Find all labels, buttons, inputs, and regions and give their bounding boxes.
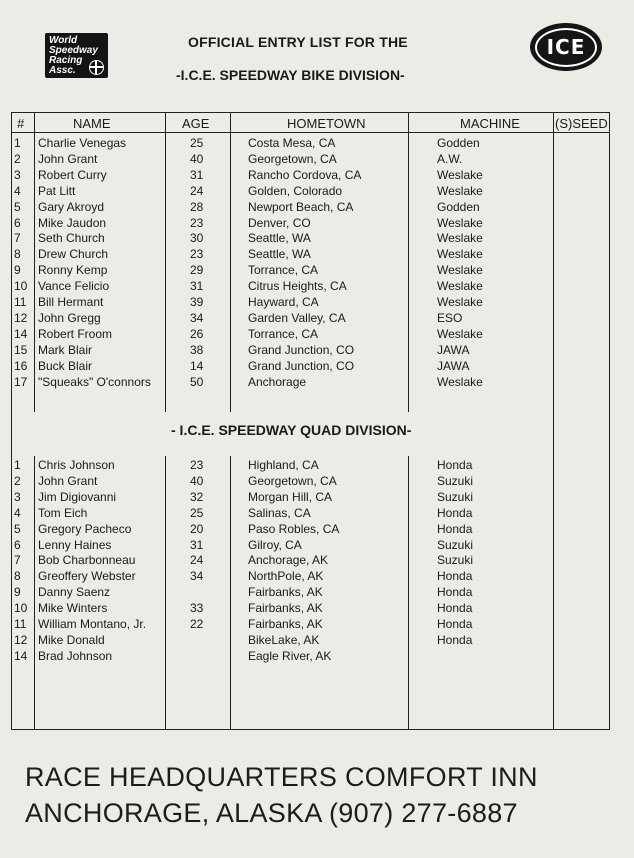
entry-hometown: Torrance, CA (248, 263, 319, 278)
entry-number: 5 (14, 521, 21, 536)
entry-machine: Weslake (437, 231, 483, 246)
table-row (0, 216, 634, 232)
entry-hometown: Fairbanks, AK (248, 601, 323, 616)
entry-number: 3 (14, 167, 21, 182)
entry-hometown: Seattle, WA (248, 231, 311, 246)
entry-number: 15 (14, 342, 28, 357)
entry-number: 14 (14, 326, 28, 341)
column-header: (S)SEED (555, 116, 608, 131)
entry-number: 8 (14, 569, 21, 584)
entry-name: Danny Saenz (38, 585, 111, 600)
table-row (0, 617, 634, 633)
entry-machine: Honda (437, 521, 473, 536)
entry-name: Robert Froom (38, 326, 113, 341)
table-row (0, 538, 634, 554)
entry-age: 30 (190, 231, 204, 246)
table-row (0, 327, 634, 343)
entry-age: 26 (190, 326, 204, 341)
entry-hometown: Anchorage, AK (248, 553, 329, 568)
ice-logo (530, 23, 602, 71)
logo-line: World (49, 35, 78, 46)
entry-hometown: Seattle, WA (248, 247, 311, 262)
entry-age: 23 (190, 247, 204, 262)
entry-machine: A.W. (437, 151, 463, 166)
table-row (0, 247, 634, 263)
wsra-logo (45, 33, 108, 78)
entry-machine: Suzuki (437, 489, 474, 504)
entry-name: Drew Church (38, 247, 109, 262)
entry-machine: Godden (437, 199, 480, 214)
entry-age: 31 (190, 279, 204, 294)
entry-name: Ronny Kemp (38, 263, 108, 278)
page-subtitle: -I.C.E. SPEEDWAY BIKE DIVISION- (176, 67, 405, 83)
entry-machine: Honda (437, 632, 473, 647)
table-row (0, 458, 634, 474)
entry-number: 2 (14, 151, 21, 166)
table-row (0, 553, 634, 569)
ice-logo-text: ICE (535, 28, 597, 67)
column-header: # (17, 116, 25, 131)
entry-machine: Weslake (437, 374, 483, 389)
entry-name: Buck Blair (38, 358, 93, 373)
entry-number: 5 (14, 199, 21, 214)
entry-machine: Weslake (437, 167, 483, 182)
table-row (0, 231, 634, 247)
column-header: NAME (73, 116, 111, 131)
entry-age: 40 (190, 473, 204, 488)
entry-age: 23 (190, 215, 204, 230)
table-row (0, 295, 634, 311)
entry-hometown: Grand Junction, CO (248, 342, 355, 357)
quad-division-title: - I.C.E. SPEEDWAY QUAD DIVISION- (171, 422, 412, 438)
entry-hometown: Denver, CO (248, 215, 311, 230)
entry-number: 6 (14, 215, 21, 230)
entry-name: William Montano, Jr. (38, 617, 147, 631)
entry-number: 4 (14, 505, 21, 520)
entry-age: 50 (190, 374, 204, 389)
entry-number: 17 (14, 374, 28, 389)
table-row (0, 585, 634, 601)
entry-name: Pat Litt (38, 183, 76, 198)
entry-hometown: Paso Robles, CA (248, 521, 340, 536)
entry-number: 3 (14, 489, 21, 504)
entry-machine: Weslake (437, 247, 483, 262)
entry-name: Bob Charbonneau (38, 553, 136, 568)
entry-name: Robert Curry (38, 167, 107, 182)
entry-machine: Suzuki (437, 473, 474, 488)
entry-number: 1 (14, 136, 21, 150)
entry-hometown: Georgetown, CA (248, 151, 337, 166)
logo-line: Racing (49, 55, 83, 66)
table-row (0, 490, 634, 506)
entry-age: 31 (190, 167, 204, 182)
table-row (0, 136, 634, 152)
table-row (0, 152, 634, 168)
table-row (0, 343, 634, 359)
footer-line-2: ANCHORAGE, ALASKA (907) 277-6887 (25, 798, 518, 828)
entry-age: 39 (190, 295, 204, 309)
entry-number: 14 (14, 648, 28, 663)
entry-machine: JAWA (437, 358, 470, 373)
entry-number: 4 (14, 183, 21, 198)
entry-number: 10 (14, 279, 28, 294)
entry-hometown: Fairbanks, AK (248, 585, 323, 600)
entry-hometown: Hayward, CA (248, 295, 319, 309)
table-row (0, 474, 634, 490)
table-row (0, 184, 634, 200)
entry-machine: Godden (437, 136, 480, 150)
table-row (0, 200, 634, 216)
entry-name: Mike Winters (38, 601, 108, 616)
table-row (0, 311, 634, 327)
entry-machine: Honda (437, 585, 473, 600)
entry-hometown: Anchorage (248, 374, 307, 389)
entry-number: 7 (14, 553, 21, 568)
footer-line-1: RACE HEADQUARTERS COMFORT INN (25, 762, 538, 792)
entry-hometown: Gilroy, CA (248, 537, 302, 552)
entry-age: 34 (190, 310, 204, 325)
entry-age: 22 (190, 617, 204, 631)
entry-hometown: Fairbanks, AK (248, 617, 323, 631)
entry-machine: Weslake (437, 183, 483, 198)
entry-age: 32 (190, 489, 204, 504)
entry-name: Bill Hermant (38, 295, 104, 309)
entry-machine: Weslake (437, 326, 483, 341)
entry-name: Gary Akroyd (38, 199, 105, 214)
entry-number: 1 (14, 458, 21, 472)
entry-age: 14 (190, 358, 204, 373)
page-title: OFFICIAL ENTRY LIST FOR THE (188, 34, 408, 50)
table-row (0, 522, 634, 538)
entry-age: 40 (190, 151, 204, 166)
logo-line: Assc. (49, 65, 76, 76)
entry-name: John Grant (38, 151, 98, 166)
entry-number: 12 (14, 310, 28, 325)
entry-name: Brad Johnson (38, 648, 113, 663)
entry-number: 8 (14, 247, 21, 262)
entry-name: Vance Felicio (38, 279, 110, 294)
entry-hometown: Costa Mesa, CA (248, 136, 336, 150)
entry-number: 9 (14, 263, 21, 278)
entry-age: 25 (190, 136, 204, 150)
entry-machine: Weslake (437, 279, 483, 294)
entry-name: Mike Jaudon (38, 215, 107, 230)
entry-name: Gregory Pacheco (38, 521, 132, 536)
entry-age: 31 (190, 537, 204, 552)
entry-hometown: Morgan Hill, CA (248, 489, 333, 504)
entry-hometown: Torrance, CA (248, 326, 319, 341)
table-row (0, 569, 634, 585)
entry-machine: JAWA (437, 342, 470, 357)
entry-hometown: BikeLake, AK (248, 632, 320, 647)
entry-name: Chris Johnson (38, 458, 115, 472)
entry-age: 28 (190, 199, 204, 214)
entry-hometown: Rancho Cordova, CA (248, 167, 362, 182)
entry-name: Charlie Venegas (38, 136, 127, 150)
entry-machine: Honda (437, 505, 473, 520)
entry-name: John Grant (38, 473, 98, 488)
entry-hometown: Grand Junction, CO (248, 358, 355, 373)
entry-age: 20 (190, 521, 204, 536)
entry-machine: Weslake (437, 263, 483, 278)
table-row (0, 649, 634, 665)
table-row (0, 375, 634, 391)
entry-machine: Honda (437, 569, 473, 584)
table-row (0, 279, 634, 295)
entry-hometown: Eagle River, AK (248, 648, 332, 663)
entry-name: Lenny Haines (38, 537, 112, 552)
column-header: MACHINE (460, 116, 520, 131)
entry-name: Greoffery Webster (38, 569, 136, 584)
entry-machine: Weslake (437, 295, 483, 309)
entry-name: "Squeaks" O'connors (38, 374, 151, 389)
entry-number: 6 (14, 537, 21, 552)
column-header: AGE (182, 116, 210, 131)
entry-machine: Weslake (437, 215, 483, 230)
entry-number: 11 (14, 295, 27, 309)
entry-hometown: Newport Beach, CA (248, 199, 354, 214)
entry-name: Seth Church (38, 231, 105, 246)
table-row (0, 359, 634, 375)
entry-machine: ESO (437, 310, 463, 325)
entry-hometown: Citrus Heights, CA (248, 279, 347, 294)
entry-number: 2 (14, 473, 21, 488)
table-row (0, 633, 634, 649)
entry-age: 38 (190, 342, 204, 357)
entry-name: Mike Donald (38, 632, 105, 647)
entry-machine: Honda (437, 601, 473, 616)
entry-age: 25 (190, 505, 204, 520)
entry-number: 12 (14, 632, 28, 647)
entry-name: Mark Blair (38, 342, 93, 357)
entry-machine: Honda (437, 458, 473, 472)
entry-number: 7 (14, 231, 21, 246)
column-header: HOMETOWN (287, 116, 366, 131)
entry-hometown: NorthPole, AK (248, 569, 324, 584)
header-divider (11, 132, 610, 133)
entry-machine: Suzuki (437, 553, 474, 568)
entry-age: 24 (190, 553, 204, 568)
entry-name: Jim Digiovanni (38, 489, 117, 504)
entry-age: 34 (190, 569, 204, 584)
table-row (0, 601, 634, 617)
entry-hometown: Georgetown, CA (248, 473, 337, 488)
entry-number: 11 (14, 617, 27, 631)
table-row (0, 168, 634, 184)
entry-hometown: Garden Valley, CA (248, 310, 346, 325)
entry-name: Tom Eich (38, 505, 88, 520)
entry-age: 24 (190, 183, 204, 198)
entry-hometown: Highland, CA (248, 458, 319, 472)
entry-machine: Suzuki (437, 537, 474, 552)
entry-machine: Honda (437, 617, 473, 631)
entry-age: 23 (190, 458, 204, 472)
entry-number: 9 (14, 585, 21, 600)
globe-icon (89, 60, 104, 75)
entry-name: John Gregg (38, 310, 101, 325)
entry-age: 33 (190, 601, 204, 616)
entry-number: 10 (14, 601, 28, 616)
logo-line: Speedway (49, 45, 98, 56)
entry-hometown: Golden, Colorado (248, 183, 343, 198)
entry-age: 29 (190, 263, 204, 278)
table-row (0, 263, 634, 279)
entry-hometown: Salinas, CA (248, 505, 311, 520)
entry-number: 16 (14, 358, 28, 373)
table-row (0, 506, 634, 522)
